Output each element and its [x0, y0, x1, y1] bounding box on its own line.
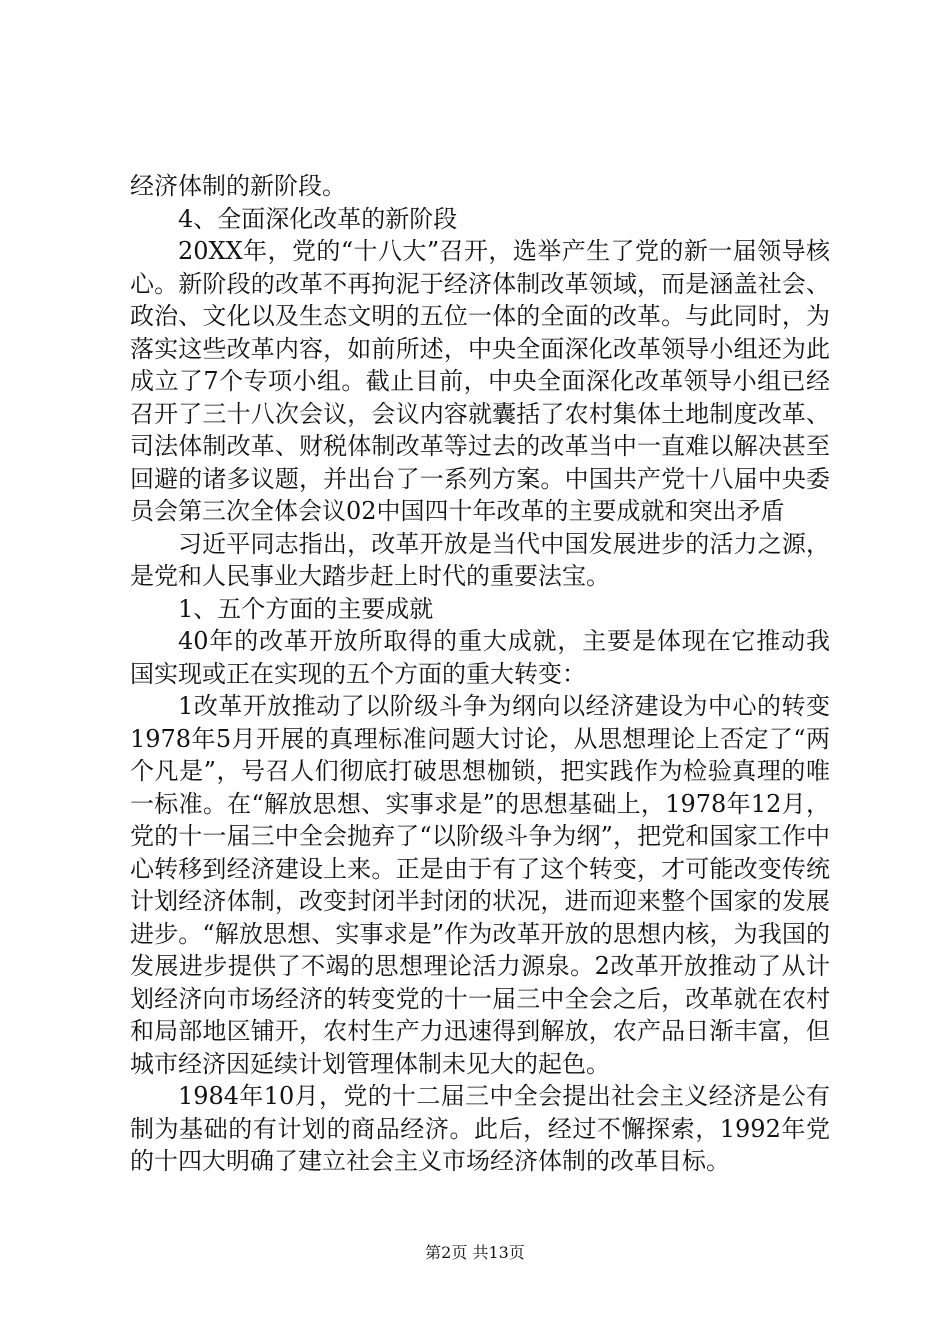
page-number: 第2页 共13页 [425, 1243, 525, 1262]
paragraph: 1改革开放推动了以阶级斗争为纲向以经济建设为中心的转变1978年5月开展的真理标准问题大讨论，从思想理论上否定了“两个凡是”，号召人们彻底打破思想枷锁，把实践作为检验真理的唯一标准。在“解放思想、实事求是”的思想基础上，1978年12月，党的十一届三中全会抛弃了“以阶级斗争为纲”，把党和国家工作中心转移到经济建设上来。正是由于有了这个转变，才可能改变传统计划经济体制，改变封闭半封闭的状况，进而迎来整个国家的发展进步。“解放思想、实事求是”作为改革开放的思想内核，为我国的发展进步提供了不竭的思想理论活力源泉。2改革开放推动了从计划经济向市场经济的转变党的十一届三中全会之后，改革就在农村和局部地区铺开，农村生产力迅速得到解放，农产品日渐丰富，但城市经济因延续计划管理体制未见大的起色。 [130, 692, 830, 1078]
document-body [130, 170, 830, 1178]
paragraph: 40年的改革开放所取得的重大成就，主要是体现在它推动我国实现或正在实现的五个方面的重大转变： [130, 627, 830, 688]
section-heading: 1、五个方面的主要成就 [178, 594, 434, 623]
page-footer [0, 1243, 950, 1263]
paragraph: 20XX年，党的“十八大”召开，选举产生了党的新一届领导核心。新阶段的改革不再拘泥于经济体制改革领域，而是涵盖社会、政治、文化以及生态文明的五位一体的全面的改革。与此同时，为落实这些改革内容，如前所述，中央全面深化改革领导小组还为此成立了7个专项小组。截止目前，中央全面深化改革领导小组已经召开了三十八次会议，会议内容就囊括了农村集体土地制度改革、司法体制改革、财税体制改革等过去的改革当中一直难以解决甚至回避的诸多议题，并出台了一系列方案。中国共产党十八届中央委员会第三次全体会议02中国四十年改革的主要成就和突出矛盾 [130, 237, 830, 525]
section-heading: 4、全面深化改革的新阶段 [178, 204, 458, 233]
paragraph: 经济体制的新阶段。 [130, 172, 346, 200]
paragraph: 1984年10月，党的十二届三中全会提出社会主义经济是公有制为基础的有计划的商品经济。此后，经过不懈探索，1992年党的十四大明确了建立社会主义市场经济体制的改革目标。 [130, 1082, 830, 1175]
paragraph: 习近平同志指出，改革开放是当代中国发展进步的活力之源，是党和人民事业大踏步赶上时代的重要法宝。 [130, 529, 830, 590]
